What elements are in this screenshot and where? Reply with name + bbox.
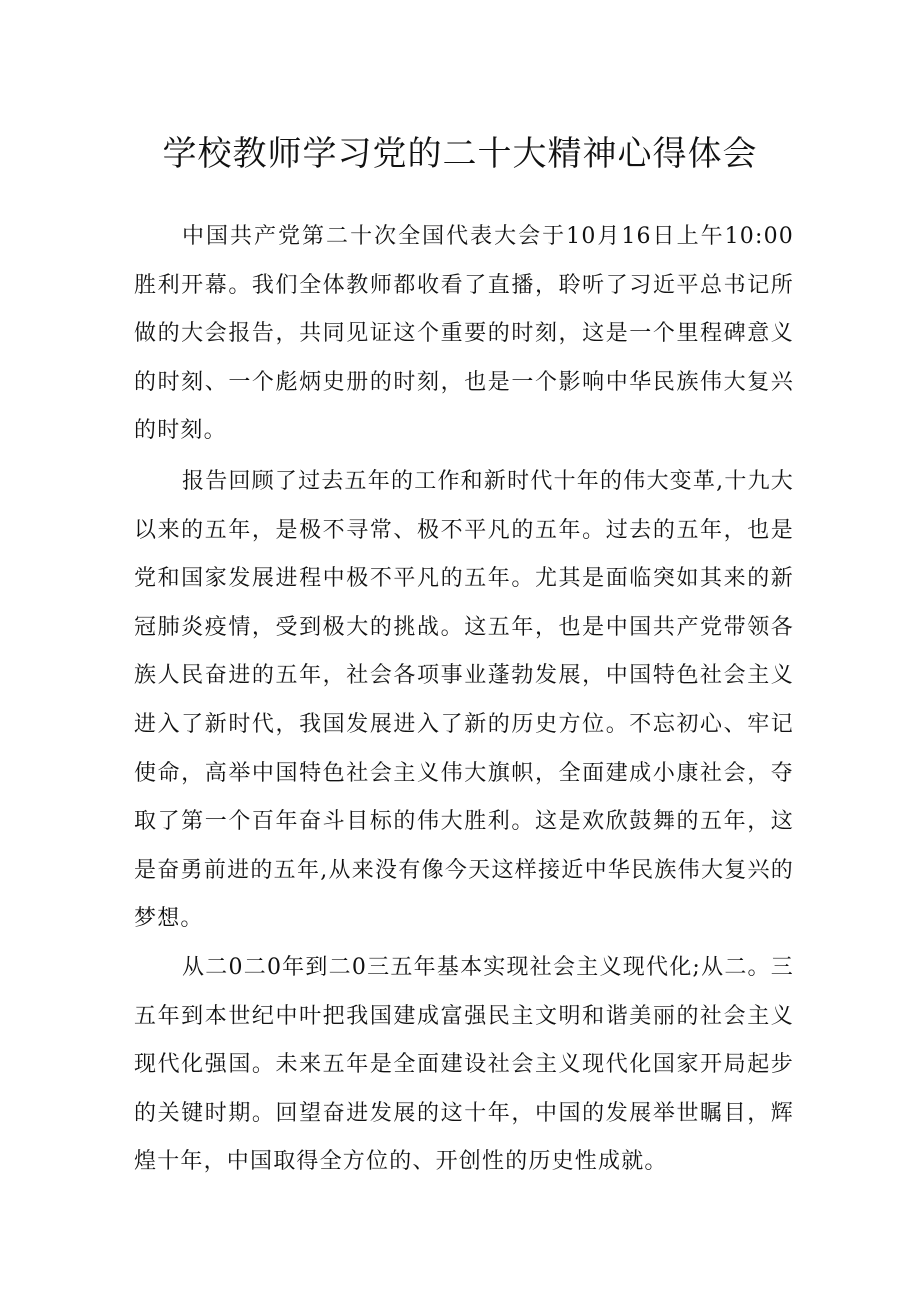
paragraph-2: 报告回顾了过去五年的工作和新时代十年的伟大变革,十九大以来的五年，是极不寻常、极不平凡的五年。过去的五年，也是党和国家发展进程中极不平凡的五年。尤其是面临突如其来的新冠肺炎疫情，受到极大的挑战。这五年，也是中国共产党带领各族人民奋进的五年，社会各项事业蓬勃发展，中国特色社会主义进入了新时代，我国发展进入了新的历史方位。不忘初心、牢记使命，高举中国特色社会主义伟大旗帜，全面建成小康社会，夺取了第一个百年奋斗目标的伟大胜利。这是欢欣鼓舞的五年，这是奋勇前进的五年,从来没有像今天这样接近中华民族伟大复兴的梦想。 [134,469,794,932]
document-title: 学校教师学习党的二十大精神心得体会 [162,134,758,174]
paragraph-1: 中国共产党第二十次全国代表大会于10月16日上午10:00胜利开幕。我们全体教师都收看了直播，聆听了习近平总书记所做的大会报告，共同见证这个重要的时刻，这是一个里程碑意义的时刻、一个彪炳史册的时刻，也是一个影响中华民族伟大复兴的时刻。 [134,224,794,444]
paragraph-3: 从二0二0年到二0三五年基本实现社会主义现代化;从二。三五年到本世纪中叶把我国建成富强民主文明和谐美丽的社会主义现代化强国。未来五年是全面建设社会主义现代化国家开局起步的关键时期。回望奋进发展的这十年，中国的发展举世瞩目，辉煌十年，中国取得全方位的、开创性的历史性成就。 [134,955,794,1175]
